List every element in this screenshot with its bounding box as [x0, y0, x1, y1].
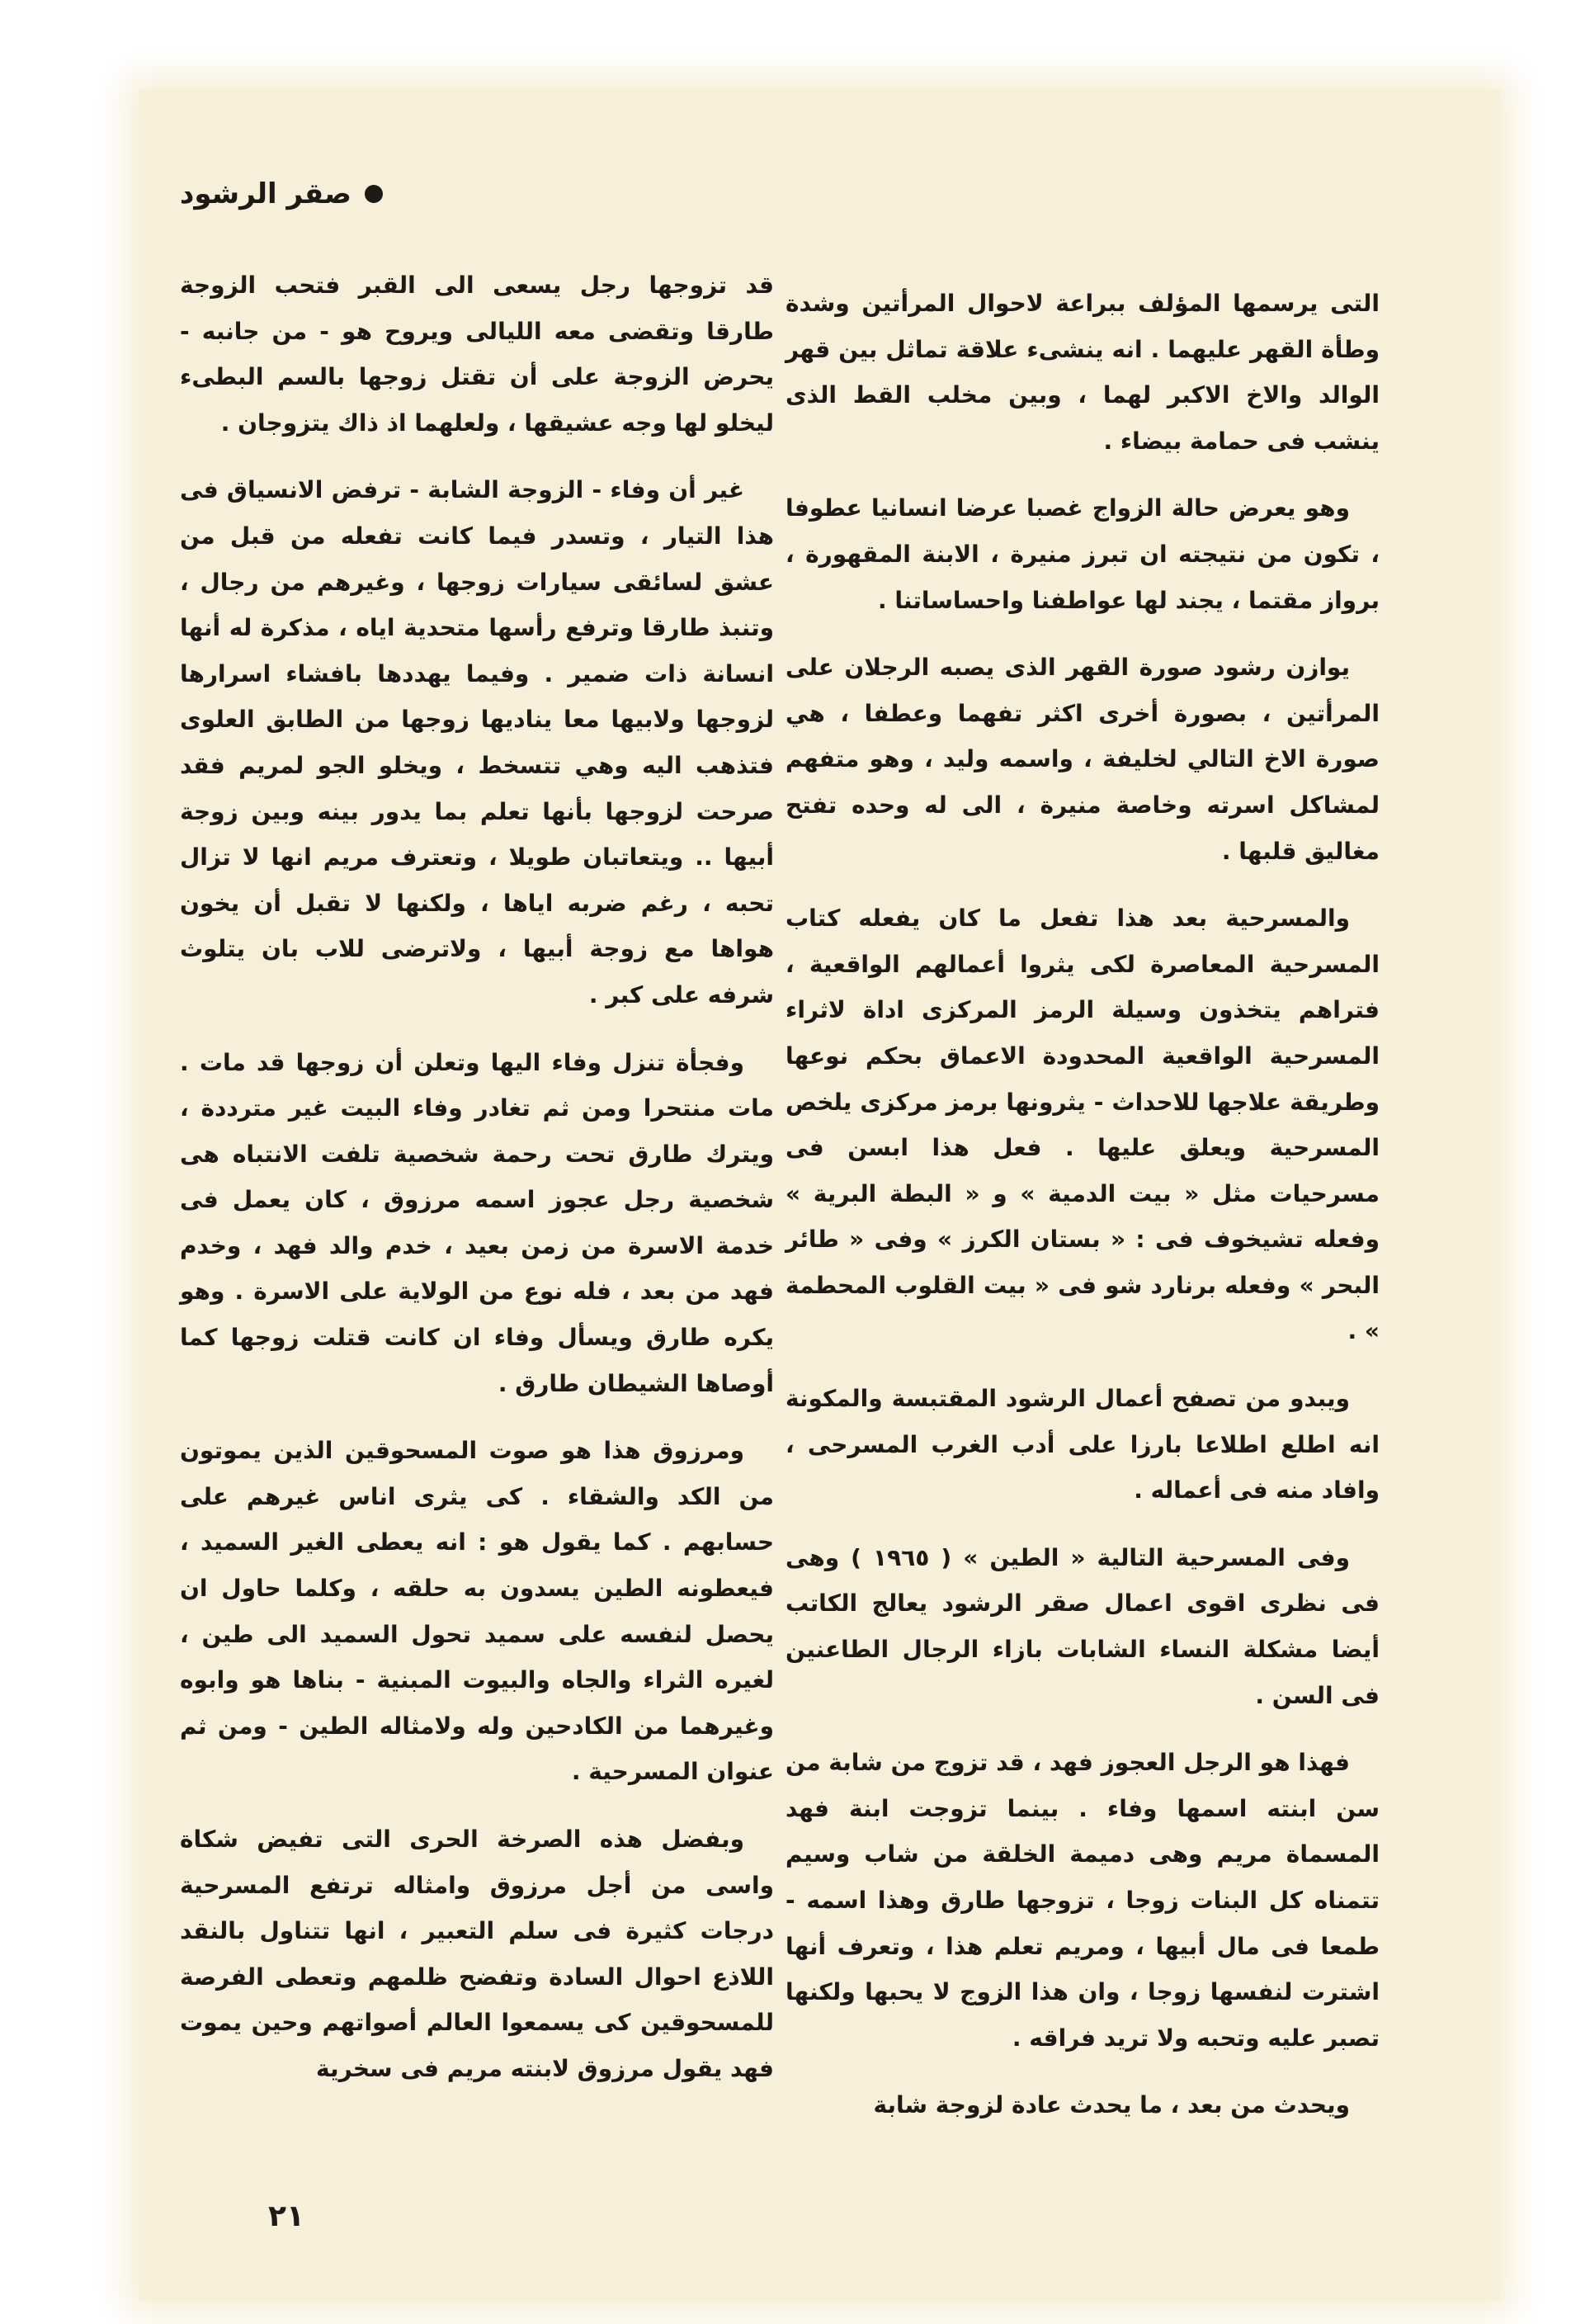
left-column: [180, 262, 774, 2185]
right-column: [786, 281, 1380, 2204]
author-name: صقر الرشود: [179, 177, 351, 210]
paragraph: ومرزوق هذا هو صوت المسحوقين الذين يموتون من الكد والشقاء . كى يثرى اناس غيرهم على حسابهم . كما يقول هو : انه يعطى الغير السميد ، فيعطونه الطين يسدون به حلقه ، وكلما حاول ان يحصل لنفسه على سميد تحول السميد الى طين ، لغيره الثراء والجاه والبيوت المبنية - بناها هو وابوه وغيرهما من الكادحين وله ولامثاله الطين - ومن ثم عنوان المسرحية .: [180, 1437, 774, 1786]
paragraph: قد تزوجها رجل يسعى الى القبر فتحب الزوجة طارقا وتقضى معه الليالى ويروح هو - من جانبه - يحرض الزوجة على أن تقتل زوجها بالسم البطىء ليخلو لها وجه عشيقها ، ولعلهما اذ ذاك يتزوجان .: [180, 272, 774, 437]
paragraph: ويبدو من تصفح أعمال الرشود المقتبسة والمكونة انه اطلع اطلاعا بارزا على أدب الغرب المسرحى ، وافاد منه فى أعماله .: [786, 1385, 1380, 1504]
paragraph: وفجأة تنزل وفاء اليها وتعلن أن زوجها قد مات . مات منتحرا ومن ثم تغادر وفاء البيت غير مترددة ، ويترك طارق تحت رحمة شخصية تلفت الانتباه هى شخصية رجل عجوز اسمه مرزوق ، كان يعمل فى خدمة الاسرة من زمن بعيد ، خدم والد فهد ، وخدم فهد من بعد ، فله نوع من الولاية على الاسرة . وهو يكره طارق ويسأل وفاء ان كانت قتلت زوجها كما أوصاها الشيطان طارق .: [180, 1048, 774, 1397]
paragraph: والمسرحية بعد هذا تفعل ما كان يفعله كتاب المسرحية المعاصرة لكى يثروا أعمالهم الواقعية ، فتراهم يتخذون وسيلة الرمز المركزى اداة لاثراء المسرحية الواقعية المحدودة الاعماق بحكم نوعها وطريقة علاجها للاحداث - يثرونها برمز مركزى يلخص المسرحية ويعلق عليها . فعل هذا ابسن فى مسرحيات مثل « بيت الدمية » و « البطة البرية » وفعله تشيخوف فى : « بستان الكرز » وفى « طائر البحر » وفعله برنارد شو فى « بيت القلوب المحطمة » .: [786, 905, 1380, 1345]
paragraph: وفى المسرحية التالية « الطين » ( ١٩٦٥ ) وهى فى نظرى اقوى اعمال صقر الرشود يعالج الكاتب أيضا مشكلة النساء الشابات بازاء الرجال الطاعنين فى السن .: [786, 1543, 1380, 1709]
page-number: ٢١: [268, 2199, 304, 2233]
section-header: [180, 177, 383, 210]
paragraph: التى يرسمها المؤلف ببراعة لاحوال المرأتين وشدة وطأة القهر عليهما . انه ينشىء علاقة تماثل بين قهر الوالد والاخ الاكبر لهما ، وبين مخلب القط الذى ينشب فى حمامة بيضاء .: [786, 290, 1380, 455]
paragraph: وبفضل هذه الصرخة الحرى التى تفيض شكاة واسى من أجل مرزوق وامثاله ترتفع المسرحية درجات كثيرة فى سلم التعبير ، انها تتناول بالنقد اللاذع احوال السادة وتفضح ظلمهم وتعطى الفرصة للمسحوقين كى يسمعوا العالم أصواتهم وحين يموت فهد يقول مرزوق لابنته مريم فى سخرية: [180, 1826, 774, 2082]
bullet-icon: [365, 185, 383, 203]
paragraph: ويحدث من بعد ، ما يحدث عادة لزوجة شابة: [873, 2091, 1350, 2119]
paragraph: غير أن وفاء - الزوجة الشابة - ترفض الانسياق فى هذا التيار ، وتسدر فيما كانت تفعله من قبل من عشق لسائقى سيارات زوجها ، وغيرهم من رجال ، وتنبذ طارقا وترفع رأسها متحدية اياه ، مذكرة له أنها انسانة ذات ضمير . وفيما يهددها بافشاء اسرارها لزوجها ولابيها معا يناديها زوجها من الطابق العلوى فتذهب اليه وهي تتسخط ، ويخلو الجو لمريم فقد صرحت لزوجها بأنها تعلم بما يدور بينه وبين زوجة أبيها .. ويتعاتبان طويلا ، وتعترف مريم انها لا تزال تحبه ، رغم ضربه اياها ، ولكنها لا تقبل أن يخون هواها مع زوجة أبيها ، ولاترضى للاب بان يتلوث شرفه على كبر .: [180, 476, 774, 1008]
paragraph: يوازن رشود صورة القهر الذى يصبه الرجلان على المرأتين ، بصورة أخرى اكثر تفهما وعطفا ، هي صورة الاخ التالي لخليفة ، واسمه وليد ، وهو متفهم لمشاكل اسرته وخاصة منيرة ، الى له وحده تفتح مغاليق قلبها .: [786, 654, 1380, 865]
paragraph: فهذا هو الرجل العجوز فهد ، قد تزوج من شابة من سن ابنته اسمها وفاء . بينما تزوجت ابنة فهد المسماة مريم وهى دميمة الخلقة من شاب وسيم تتمناه كل البنات زوجا ، تزوجها طارق وهذا اسمه - طمعا فى مال أبيها ، ومريم تعلم هذا ، وتعرف أنها اشترت لنفسها زوجا ، وان هذا الزوج لا يحبها ولكنها تصبر عليه وتحبه ولا تريد فراقه .: [786, 1749, 1380, 2052]
paragraph: وهو يعرض حالة الزواج غصبا عرضا انسانيا عطوفا ، تكون من نتيجته ان تبرز منيرة ، الابنة المقهورة ، برواز مقتما ، يجند لها عواطفنا واحساساتنا .: [786, 494, 1380, 614]
